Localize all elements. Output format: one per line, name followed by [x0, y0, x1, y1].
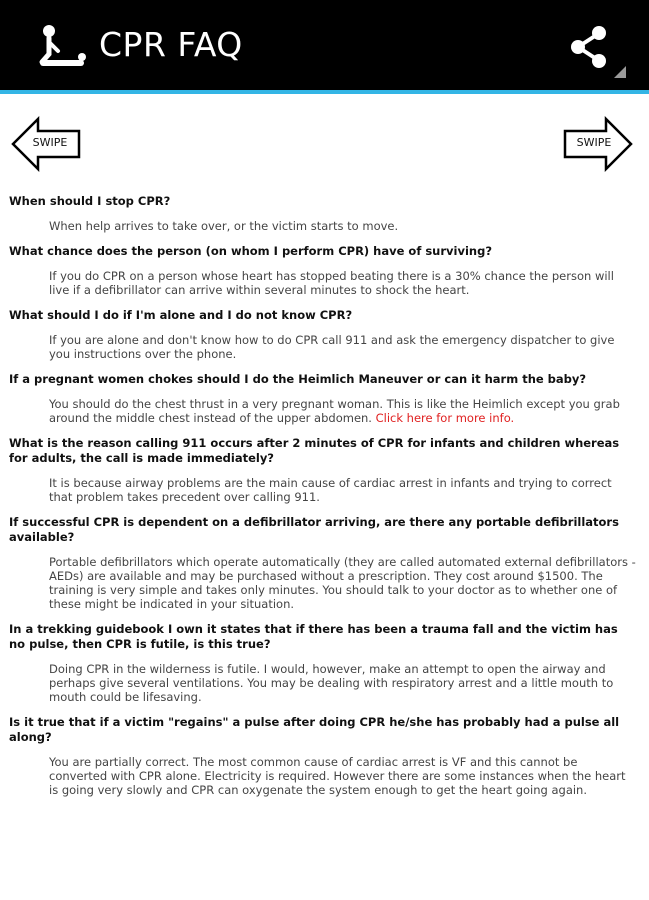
faq-question: What is the reason calling 911 occurs after 2 minutes of CPR for infants and children whereas for adults, the call is made immediately? — [9, 436, 620, 465]
faq-question: Is it true that if a victim "regains" a pulse after doing CPR he/she has probably had a pulse all along? — [9, 715, 620, 744]
more-info-link[interactable]: Click here for more info. — [375, 411, 515, 425]
faq-answer: Portable defibrillators which operate automatically (they are called automated external defibrillators - AEDs) are available and may be purchased without a prescription. They cost around $1500. The training is very simple and takes only minutes. You should talk to your doctor as to whether one of these might be indicated in your situation. — [49, 555, 636, 611]
swipe-previous-button[interactable] — [10, 116, 82, 172]
swipe-next-label: SWIPE — [576, 136, 612, 149]
faq-answer: If you are alone and don't know how to do CPR call 911 and ask the emergency dispatcher to give you instructions over the phone. — [49, 333, 615, 361]
faq-answer: It is because airway problems are the main cause of cardiac arrest in infants and trying to correct that problem takes precedent over calling 911. — [49, 476, 612, 504]
faq-answer-text: You should do the chest thrust in a very pregnant woman. This is like the Heimlich except you grab around the middle chest instead of the upper abdomen. — [49, 397, 620, 425]
action-bar — [0, 0, 649, 90]
faq-question: What should I do if I'm alone and I do not know CPR? — [9, 308, 353, 322]
faq-answer: If you do CPR on a person whose heart has stopped beating there is a 30% chance the person will live if a defibrillator can arrive within several minutes to shock the heart. — [49, 269, 614, 297]
faq-question: When should I stop CPR? — [9, 194, 171, 208]
share-icon — [566, 24, 612, 70]
swipe-previous-label: SWIPE — [32, 136, 68, 149]
share-button[interactable] — [562, 22, 628, 78]
swipe-next-button[interactable] — [562, 116, 634, 172]
faq-question: What chance does the person (on whom I perform CPR) have of surviving? — [9, 244, 493, 258]
faq-question: If successful CPR is dependent on a defibrillator arriving, are there any portable defibrillators available? — [9, 515, 619, 544]
app-title: CPR FAQ — [99, 25, 243, 64]
action-bar-divider — [0, 90, 649, 94]
faq-answer: Doing CPR in the wilderness is futile. I would, however, make an attempt to open the airway and perhaps give several ventilations. You may be dealing with respiratory arrest and a little mouth to mouth could be lifesaving. — [49, 662, 614, 704]
faq-answer: You are partially correct. The most common cause of cardiac arrest is VF and this cannot be converted with CPR alone. Electricity is required. However there are some instances when the heart is going very slowly and CPR can oxygenate the system enough to get the heart going again. — [49, 755, 626, 797]
faq-answer — [49, 397, 637, 425]
overflow-indicator-icon — [614, 66, 626, 78]
faq-question: In a trekking guidebook I own it states that if there has been a trauma fall and the victim has no pulse, then CPR is futile, is this true? — [9, 622, 618, 651]
faq-answer: When help arrives to take over, or the victim starts to move. — [49, 219, 399, 233]
cpr-figure-icon — [36, 24, 90, 70]
faq-list — [9, 194, 637, 808]
faq-question: If a pregnant women chokes should I do the Heimlich Maneuver or can it harm the baby? — [9, 372, 587, 386]
